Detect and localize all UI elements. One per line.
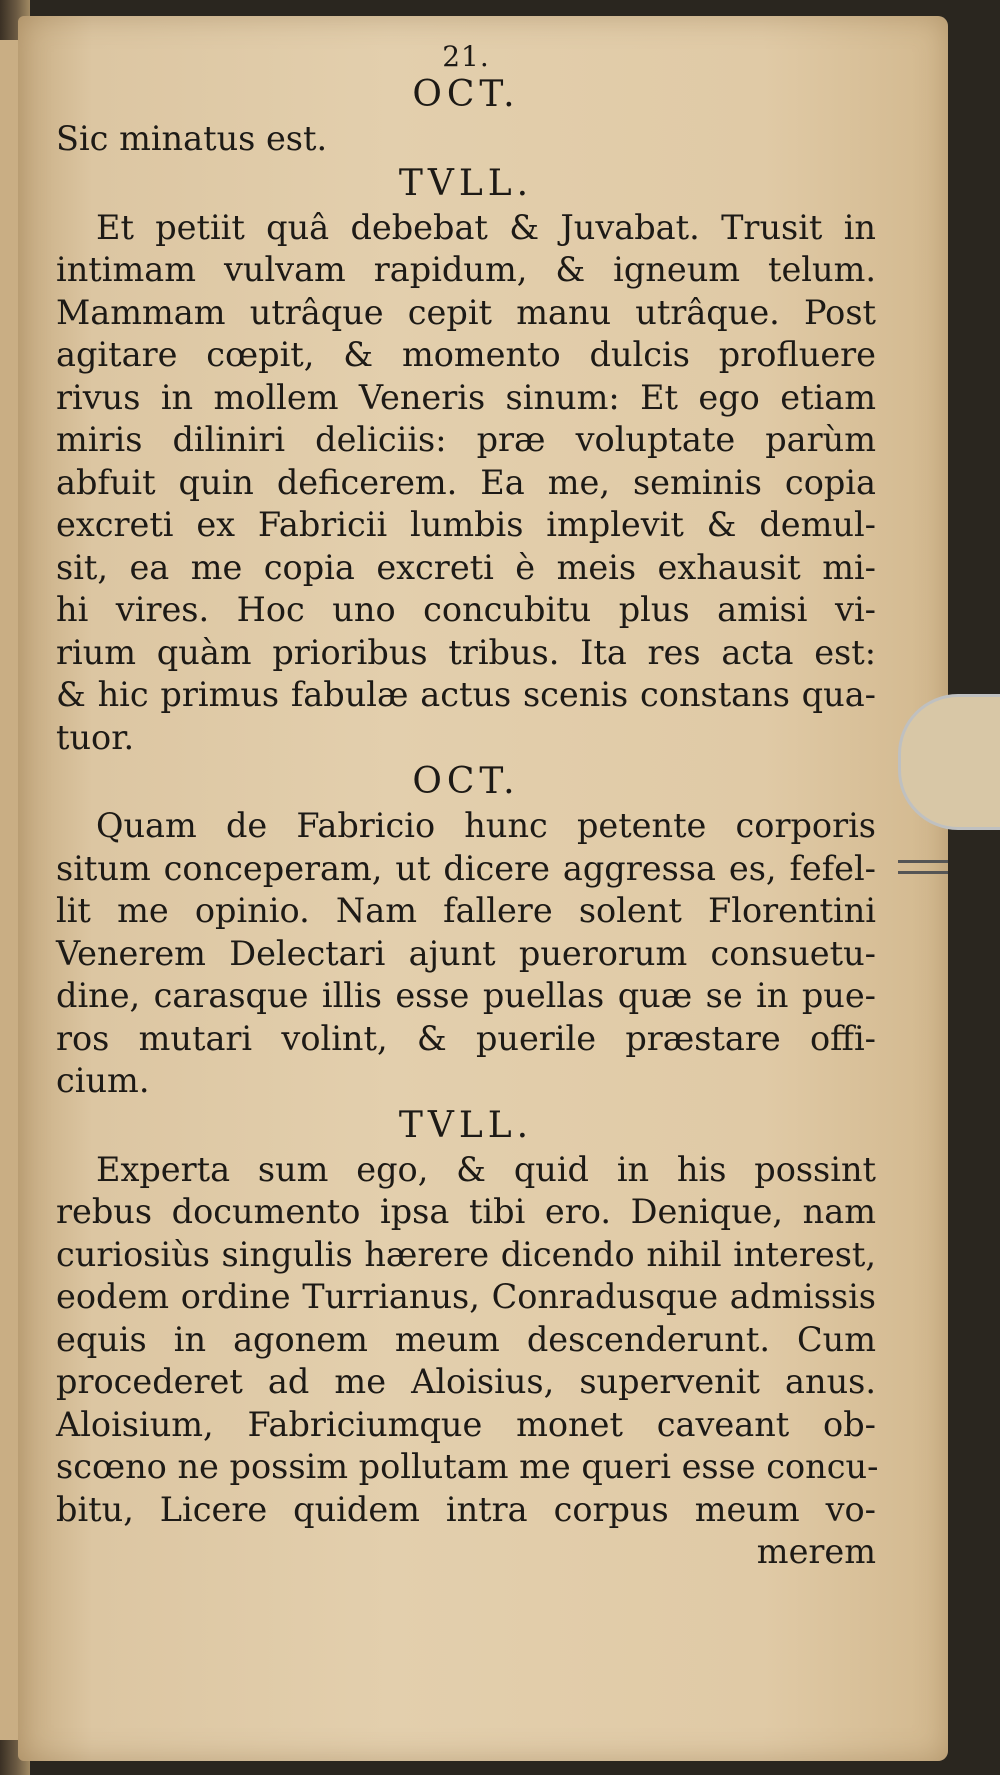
text-line: Experta sum ego, & quid in his possint [96, 1149, 876, 1189]
speaker-heading: OCT. [412, 761, 520, 802]
text-line: bitu, Licere quidem intra corpus meum vo- [56, 1489, 876, 1529]
speaker-heading: OCT. [412, 74, 520, 115]
text-line: ros mutari volint, & puerile præstare offi- [56, 1018, 876, 1058]
text-line: lit me opinio. Nam fallere solent Florentini [56, 891, 876, 930]
text-line: miris diliniri deliciis: præ voluptate parùm [56, 420, 876, 459]
clip-marks [898, 860, 948, 882]
text-line: curiosiùs singulis hærere dicendo nihil interest, [56, 1234, 876, 1274]
text-line: scœno ne possim pollutam me queri esse concu- [56, 1447, 879, 1486]
text-line: rivus in mollem Veneris sinum: Et ego etiam [56, 377, 876, 417]
text-line: Venerem Delectari ajunt puerorum consuetu- [56, 933, 876, 973]
page-text [56, 40, 879, 1574]
text-line: Quam de Fabricio hunc petente corporis [96, 806, 876, 845]
text-line: excreti ex Fabricii lumbis implevit & demul- [56, 505, 876, 544]
text-line: eodem ordine Turrianus, Conradusque admissis [56, 1277, 876, 1316]
page-clip [898, 694, 1000, 830]
text-line: rium quàm prioribus tribus. Ita res acta est: [56, 632, 876, 672]
speaker-heading: TVLL. [398, 1104, 534, 1146]
page-number: 21. [442, 40, 490, 73]
text-line: merem [756, 1532, 876, 1571]
text-line: Aloisium, Fabriciumque monet caveant ob- [56, 1404, 876, 1444]
text-line: Et petiit quâ debebat & Juvabat. Trusit in [96, 207, 876, 247]
text-line: & hic primus fabulæ actus scenis constans qua- [56, 675, 876, 714]
speaker-heading: TVLL. [398, 162, 534, 204]
text-line: situm conceperam, ut dicere aggressa es, fefel- [56, 848, 876, 888]
text-line: tuor. [56, 717, 135, 757]
text-line: dine, carasque illis esse puellas quæ se in pue- [56, 976, 876, 1015]
text-line: Sic minatus est. [56, 119, 328, 158]
text-line: agitare cœpit, & momento dulcis profluere [56, 335, 876, 374]
text-line: sit, ea me copia excreti è meis exhausit mi- [56, 547, 876, 587]
text-line: hi vires. Hoc uno concubitu plus amisi vi- [56, 590, 876, 629]
text-line: intimam vulvam rapidum, & igneum telum. [56, 250, 876, 289]
text-line: cium. [56, 1061, 150, 1100]
text-line: Mammam utrâque cepit manu utrâque. Post [56, 292, 876, 332]
text-line: rebus documento ipsa tibi ero. Denique, nam [56, 1192, 876, 1231]
text-line: equis in agonem meum descenderunt. Cum [56, 1319, 876, 1359]
text-blocks [56, 72, 879, 1574]
text-line: procederet ad me Aloisius, supervenit anus. [56, 1362, 876, 1401]
text-line: abfuit quin deficerem. Ea me, seminis copia [56, 462, 876, 502]
